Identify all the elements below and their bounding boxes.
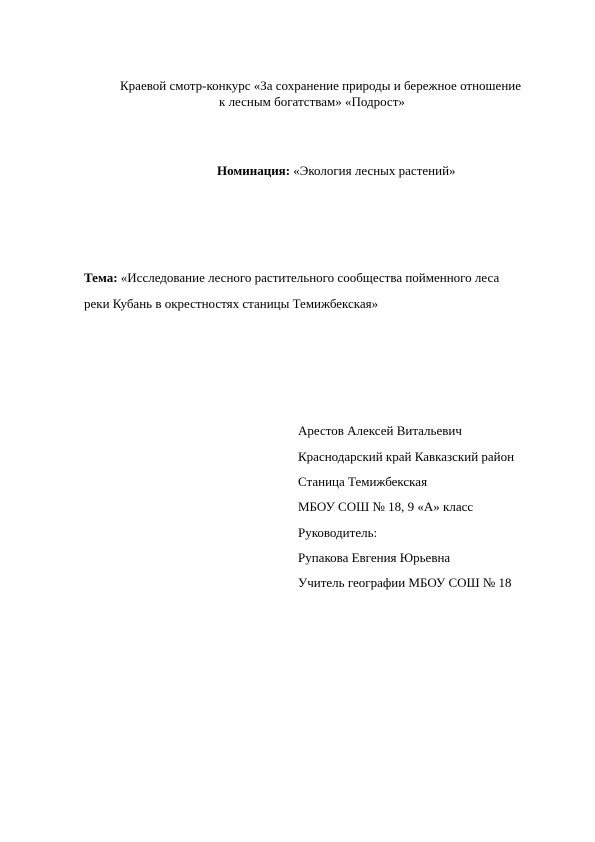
nomination-label: Номинация: [217, 163, 291, 178]
topic-line-2: реки Кубань в окрестностях станицы Темижбекская» [84, 296, 379, 311]
supervisor-label: Руководитель: [298, 525, 378, 540]
topic-text-1: «Исследование лесного растительного сообщества пойменного леса [117, 270, 500, 285]
nomination [217, 163, 456, 179]
topic-line-1 [84, 270, 499, 286]
supervisor-name: Рупакова Евгения Юрьевна [298, 550, 451, 565]
nomination-value: «Экология лесных растений» [290, 163, 456, 178]
contest-title-line-2: к лесным богатствам» «Подрост» [219, 94, 405, 109]
supervisor-position: Учитель географии МБОУ СОШ № 18 [298, 575, 512, 590]
topic-label: Тема: [84, 270, 118, 285]
author-name: Арестов Алексей Витальевич [298, 423, 462, 438]
author-village: Станица Темижбекская [298, 474, 428, 489]
contest-title-line-1: Краевой смотр-конкурс «За сохранение природы и бережное отношение [120, 78, 522, 93]
author-school: МБОУ СОШ № 18, 9 «А» класс [298, 499, 474, 514]
author-region: Краснодарский край Кавказский район [298, 449, 515, 464]
